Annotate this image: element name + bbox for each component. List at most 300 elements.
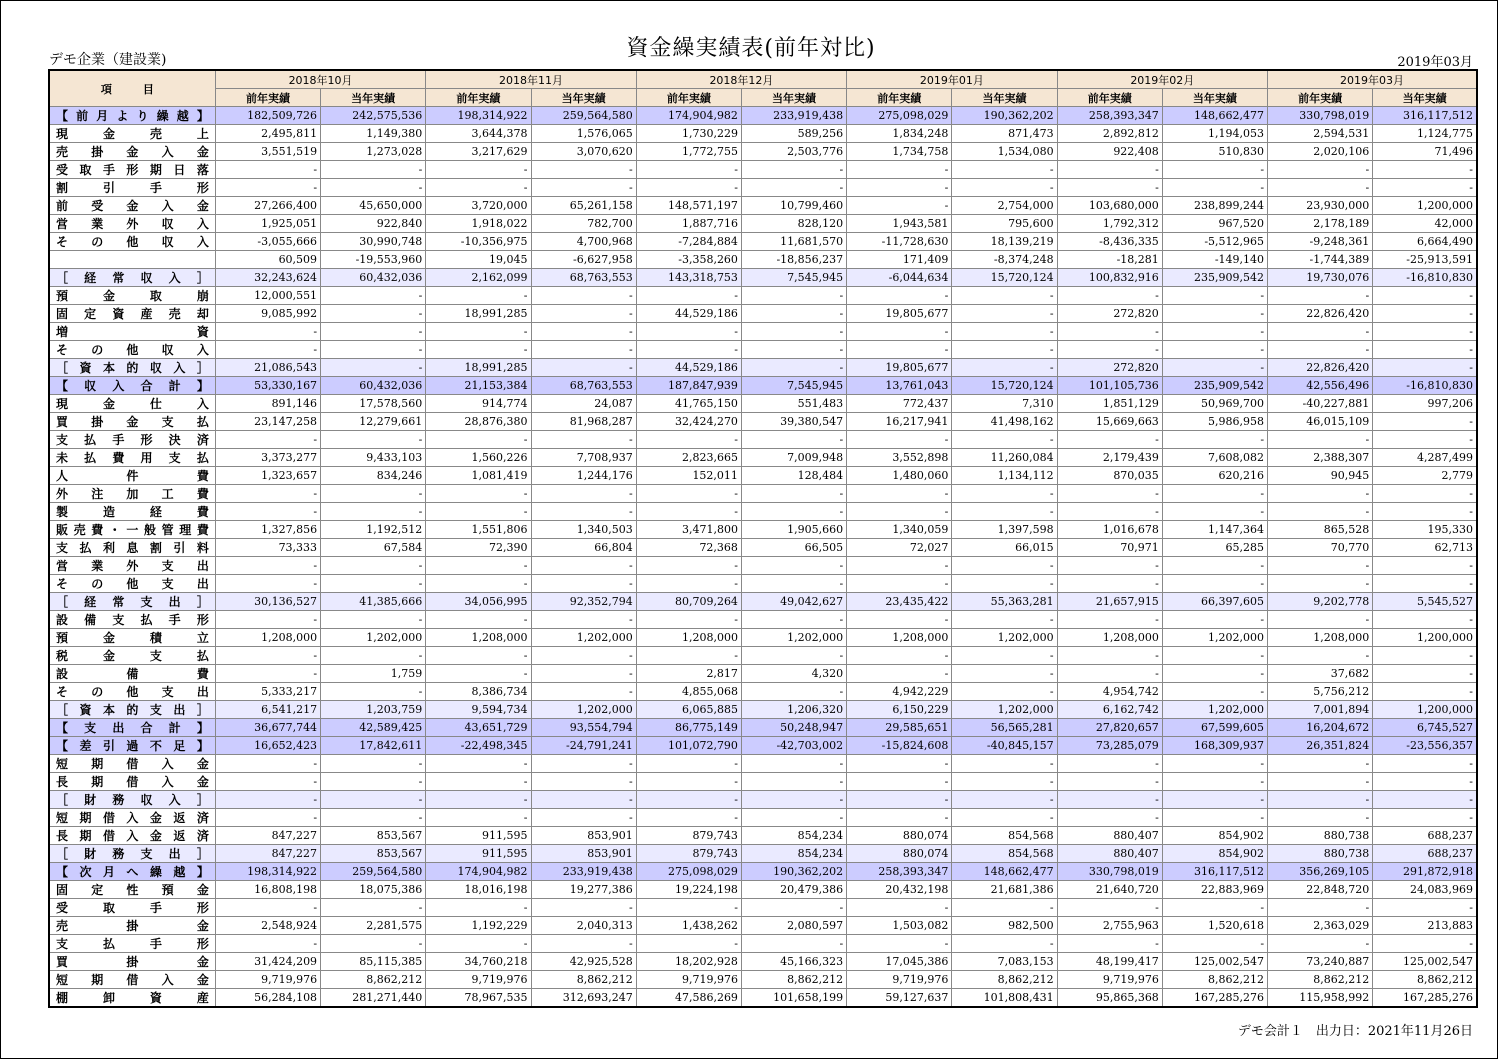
value-cell: 922,840: [321, 215, 426, 233]
value-cell: -: [636, 791, 741, 809]
value-cell: 1,851,129: [1057, 395, 1162, 413]
value-cell: -: [1162, 485, 1267, 503]
table-row: [49, 827, 1477, 845]
value-cell: 66,397,605: [1162, 593, 1267, 611]
value-cell: 20,432,198: [847, 881, 952, 899]
value-cell: -: [1373, 323, 1477, 341]
value-cell: 8,862,212: [1268, 971, 1373, 989]
row-label: ［財務収入］: [49, 791, 215, 809]
row-label: 短期借入金返済: [49, 809, 215, 827]
value-cell: 1,887,716: [636, 215, 741, 233]
table-row: [49, 863, 1477, 881]
value-cell: -: [321, 809, 426, 827]
value-cell: 834,246: [321, 467, 426, 485]
value-cell: 81,968,287: [531, 413, 636, 431]
value-cell: 1,208,000: [1057, 629, 1162, 647]
value-cell: 233,919,438: [531, 863, 636, 881]
value-cell: -: [636, 935, 741, 953]
value-cell: -42,703,002: [741, 737, 846, 755]
value-cell: -: [426, 179, 531, 197]
value-cell: -: [847, 287, 952, 305]
value-cell: 1,016,678: [1057, 521, 1162, 539]
value-cell: -: [847, 899, 952, 917]
value-cell: -: [531, 899, 636, 917]
table-row: [49, 917, 1477, 935]
value-cell: -: [847, 161, 952, 179]
value-cell: -: [636, 485, 741, 503]
value-cell: 50,248,947: [741, 719, 846, 737]
value-cell: -: [426, 323, 531, 341]
value-cell: -: [741, 935, 846, 953]
value-cell: -: [741, 359, 846, 377]
value-cell: 4,954,742: [1057, 683, 1162, 701]
value-cell: -149,140: [1162, 251, 1267, 269]
value-cell: 795,600: [952, 215, 1057, 233]
value-cell: -: [426, 485, 531, 503]
value-cell: -: [847, 611, 952, 629]
value-cell: 36,677,744: [215, 719, 320, 737]
table-row: [49, 179, 1477, 197]
value-cell: 45,650,000: [321, 197, 426, 215]
value-cell: 59,127,637: [847, 989, 952, 1008]
value-cell: -: [531, 575, 636, 593]
value-cell: -: [952, 665, 1057, 683]
value-cell: 72,368: [636, 539, 741, 557]
row-label: ［経常支出］: [49, 593, 215, 611]
value-cell: -: [952, 431, 1057, 449]
value-cell: 27,820,657: [1057, 719, 1162, 737]
table-row: [49, 971, 1477, 989]
value-cell: 2,080,597: [741, 917, 846, 935]
value-cell: -40,227,881: [1268, 395, 1373, 413]
value-cell: 39,380,547: [741, 413, 846, 431]
value-cell: 4,320: [741, 665, 846, 683]
value-cell: 1,834,248: [847, 125, 952, 143]
row-label: 未払費用支払: [49, 449, 215, 467]
value-cell: -: [531, 503, 636, 521]
value-cell: -: [1373, 773, 1477, 791]
row-label: 設備支払手形: [49, 611, 215, 629]
row-label: その他支出: [49, 683, 215, 701]
value-cell: 65,261,158: [531, 197, 636, 215]
table-row: [49, 287, 1477, 305]
value-cell: 21,086,543: [215, 359, 320, 377]
value-cell: 847,227: [215, 845, 320, 863]
current-year-header: 当年実績: [741, 89, 846, 107]
value-cell: -: [847, 431, 952, 449]
row-label: 【支出合計】: [49, 719, 215, 737]
value-cell: -: [1373, 809, 1477, 827]
value-cell: 7,608,082: [1162, 449, 1267, 467]
value-cell: -: [215, 755, 320, 773]
value-cell: 21,153,384: [426, 377, 531, 395]
value-cell: -: [215, 341, 320, 359]
value-cell: -: [321, 485, 426, 503]
value-cell: 70,971: [1057, 539, 1162, 557]
row-label: 営業外収入: [49, 215, 215, 233]
value-cell: -: [636, 773, 741, 791]
value-cell: -: [741, 305, 846, 323]
table-row: [49, 161, 1477, 179]
row-label: 短期借入金: [49, 971, 215, 989]
table-row: [49, 341, 1477, 359]
value-cell: -: [426, 665, 531, 683]
value-cell: -: [321, 935, 426, 953]
current-year-header: 当年実績: [1162, 89, 1267, 107]
value-cell: 997,206: [1373, 395, 1477, 413]
table-row: [49, 881, 1477, 899]
row-label: 受取手形期日落: [49, 161, 215, 179]
value-cell: -: [1162, 899, 1267, 917]
value-cell: 68,763,553: [531, 269, 636, 287]
table-row: [49, 215, 1477, 233]
value-cell: -: [1373, 305, 1477, 323]
value-cell: -: [636, 287, 741, 305]
value-cell: 45,166,323: [741, 953, 846, 971]
value-cell: 1,202,000: [321, 629, 426, 647]
value-cell: 72,027: [847, 539, 952, 557]
value-cell: -: [1162, 323, 1267, 341]
value-cell: -: [1268, 773, 1373, 791]
month-header: 2019年01月: [847, 70, 1057, 89]
value-cell: 30,136,527: [215, 593, 320, 611]
value-cell: -: [636, 557, 741, 575]
value-cell: -: [636, 575, 741, 593]
value-cell: 3,551,519: [215, 143, 320, 161]
value-cell: -: [636, 611, 741, 629]
row-label: 設備費: [49, 665, 215, 683]
value-cell: 12,279,661: [321, 413, 426, 431]
value-cell: 11,681,570: [741, 233, 846, 251]
value-cell: -: [1268, 557, 1373, 575]
value-cell: 3,552,898: [847, 449, 952, 467]
value-cell: 7,708,937: [531, 449, 636, 467]
value-cell: 879,743: [636, 827, 741, 845]
value-cell: 174,904,982: [636, 107, 741, 125]
value-cell: 103,680,000: [1057, 197, 1162, 215]
value-cell: 2,817: [636, 665, 741, 683]
value-cell: -: [847, 197, 952, 215]
value-cell: 55,363,281: [952, 593, 1057, 611]
value-cell: -: [531, 341, 636, 359]
value-cell: -: [1162, 179, 1267, 197]
table-row: [49, 395, 1477, 413]
row-label: 長期借入金返済: [49, 827, 215, 845]
value-cell: 15,720,124: [952, 269, 1057, 287]
value-cell: -: [321, 755, 426, 773]
value-cell: 37,682: [1268, 665, 1373, 683]
value-cell: 60,432,036: [321, 377, 426, 395]
value-cell: 92,352,794: [531, 593, 636, 611]
value-cell: -: [1373, 359, 1477, 377]
value-cell: 316,117,512: [1373, 107, 1477, 125]
value-cell: -: [215, 791, 320, 809]
value-cell: -: [847, 485, 952, 503]
value-cell: -: [847, 503, 952, 521]
value-cell: 27,266,400: [215, 197, 320, 215]
value-cell: -: [952, 935, 1057, 953]
value-cell: 6,162,742: [1057, 701, 1162, 719]
value-cell: 41,765,150: [636, 395, 741, 413]
value-cell: 18,202,928: [636, 953, 741, 971]
value-cell: -: [1162, 503, 1267, 521]
table-row: [49, 143, 1477, 161]
value-cell: 65,285: [1162, 539, 1267, 557]
value-cell: -: [426, 647, 531, 665]
value-cell: 891,146: [215, 395, 320, 413]
report-period: 2019年03月: [1397, 55, 1473, 70]
value-cell: 67,599,605: [1162, 719, 1267, 737]
value-cell: 48,199,417: [1057, 953, 1162, 971]
value-cell: -: [531, 665, 636, 683]
value-cell: -: [426, 935, 531, 953]
value-cell: -: [215, 431, 320, 449]
value-cell: 148,662,477: [1162, 107, 1267, 125]
table-row: [49, 503, 1477, 521]
value-cell: -: [1162, 431, 1267, 449]
value-cell: -: [847, 557, 952, 575]
value-cell: 115,958,992: [1268, 989, 1373, 1008]
table-row: [49, 269, 1477, 287]
value-cell: 5,756,212: [1268, 683, 1373, 701]
value-cell: 190,362,202: [741, 863, 846, 881]
value-cell: 356,269,105: [1268, 863, 1373, 881]
value-cell: -: [531, 287, 636, 305]
value-cell: 16,652,423: [215, 737, 320, 755]
value-cell: -: [531, 431, 636, 449]
value-cell: 853,901: [531, 827, 636, 845]
value-cell: 1,202,000: [741, 629, 846, 647]
item-header: 項 目: [49, 70, 215, 107]
value-cell: 7,310: [952, 395, 1057, 413]
prior-year-header: 前年実績: [636, 89, 741, 107]
value-cell: 2,388,307: [1268, 449, 1373, 467]
value-cell: 853,567: [321, 845, 426, 863]
month-header: 2018年12月: [636, 70, 846, 89]
value-cell: -: [1268, 899, 1373, 917]
value-cell: 828,120: [741, 215, 846, 233]
value-cell: 19,805,677: [847, 359, 952, 377]
value-cell: 72,390: [426, 539, 531, 557]
value-cell: -19,553,960: [321, 251, 426, 269]
row-label: その他収入: [49, 341, 215, 359]
value-cell: -: [1268, 791, 1373, 809]
value-cell: -: [741, 683, 846, 701]
value-cell: -: [952, 305, 1057, 323]
table-row: [49, 899, 1477, 917]
value-cell: -: [636, 323, 741, 341]
value-cell: -: [952, 683, 1057, 701]
value-cell: -: [1373, 413, 1477, 431]
value-cell: -: [1373, 431, 1477, 449]
value-cell: -: [1057, 899, 1162, 917]
value-cell: 1,208,000: [426, 629, 531, 647]
value-cell: -24,791,241: [531, 737, 636, 755]
value-cell: -: [531, 647, 636, 665]
value-cell: -: [321, 359, 426, 377]
row-label: その他支出: [49, 575, 215, 593]
value-cell: -: [1057, 557, 1162, 575]
value-cell: -: [426, 755, 531, 773]
row-label: 外注加工費: [49, 485, 215, 503]
value-cell: 21,657,915: [1057, 593, 1162, 611]
value-cell: 3,373,277: [215, 449, 320, 467]
value-cell: 9,594,734: [426, 701, 531, 719]
value-cell: 1,772,755: [636, 143, 741, 161]
value-cell: 1,925,051: [215, 215, 320, 233]
value-cell: 101,072,790: [636, 737, 741, 755]
value-cell: 7,083,153: [952, 953, 1057, 971]
value-cell: 1,200,000: [1373, 629, 1477, 647]
value-cell: 272,820: [1057, 359, 1162, 377]
table-row: [49, 953, 1477, 971]
value-cell: -: [531, 791, 636, 809]
value-cell: 2,754,000: [952, 197, 1057, 215]
value-cell: 17,842,611: [321, 737, 426, 755]
value-cell: -: [215, 179, 320, 197]
value-cell: -: [321, 305, 426, 323]
value-cell: -: [1057, 809, 1162, 827]
value-cell: 1,438,262: [636, 917, 741, 935]
value-cell: 2,548,924: [215, 917, 320, 935]
value-cell: 1,534,080: [952, 143, 1057, 161]
value-cell: 7,009,948: [741, 449, 846, 467]
value-cell: 275,098,029: [847, 107, 952, 125]
value-cell: -23,556,357: [1373, 737, 1477, 755]
value-cell: 9,719,976: [426, 971, 531, 989]
value-cell: 2,892,812: [1057, 125, 1162, 143]
value-cell: -: [321, 287, 426, 305]
value-cell: 62,713: [1373, 539, 1477, 557]
value-cell: -: [847, 755, 952, 773]
value-cell: -: [321, 341, 426, 359]
value-cell: 1,273,028: [321, 143, 426, 161]
value-cell: 213,883: [1373, 917, 1477, 935]
value-cell: 1,340,059: [847, 521, 952, 539]
current-year-header: 当年実績: [1373, 89, 1477, 107]
value-cell: -: [1162, 611, 1267, 629]
value-cell: 42,000: [1373, 215, 1477, 233]
value-cell: 1,208,000: [847, 629, 952, 647]
value-cell: -: [847, 935, 952, 953]
value-cell: 10,799,460: [741, 197, 846, 215]
value-cell: 3,720,000: [426, 197, 531, 215]
value-cell: 551,483: [741, 395, 846, 413]
value-cell: 1,192,512: [321, 521, 426, 539]
value-cell: 1,200,000: [1373, 701, 1477, 719]
value-cell: -40,845,157: [952, 737, 1057, 755]
value-cell: 143,318,753: [636, 269, 741, 287]
value-cell: 2,020,106: [1268, 143, 1373, 161]
row-label: 人件費: [49, 467, 215, 485]
table-row: [49, 125, 1477, 143]
value-cell: 1,194,053: [1162, 125, 1267, 143]
value-cell: -: [1268, 575, 1373, 593]
value-cell: 34,760,218: [426, 953, 531, 971]
value-cell: -: [1373, 503, 1477, 521]
value-cell: -: [531, 809, 636, 827]
value-cell: 9,085,992: [215, 305, 320, 323]
value-cell: -: [952, 899, 1057, 917]
table-row: [49, 413, 1477, 431]
value-cell: 2,823,665: [636, 449, 741, 467]
value-cell: 19,730,076: [1268, 269, 1373, 287]
value-cell: 620,216: [1162, 467, 1267, 485]
value-cell: 880,407: [1057, 845, 1162, 863]
value-cell: -: [426, 899, 531, 917]
table-row: [49, 197, 1477, 215]
value-cell: -: [1373, 485, 1477, 503]
value-cell: 22,883,969: [1162, 881, 1267, 899]
table-row: [49, 305, 1477, 323]
value-cell: 8,862,212: [1162, 971, 1267, 989]
value-cell: 6,745,527: [1373, 719, 1477, 737]
value-cell: -: [847, 575, 952, 593]
table-row: [49, 773, 1477, 791]
value-cell: 125,002,547: [1162, 953, 1267, 971]
value-cell: -: [847, 323, 952, 341]
row-label: 売掛金: [49, 917, 215, 935]
value-cell: 19,277,386: [531, 881, 636, 899]
value-cell: 6,541,217: [215, 701, 320, 719]
value-cell: 66,015: [952, 539, 1057, 557]
value-cell: 23,435,422: [847, 593, 952, 611]
value-cell: -8,374,248: [952, 251, 1057, 269]
value-cell: 23,147,258: [215, 413, 320, 431]
row-label: 買掛金: [49, 953, 215, 971]
value-cell: 93,554,794: [531, 719, 636, 737]
value-cell: -: [847, 341, 952, 359]
value-cell: 71,496: [1373, 143, 1477, 161]
value-cell: -: [1057, 773, 1162, 791]
value-cell: -18,281: [1057, 251, 1162, 269]
value-cell: -: [636, 161, 741, 179]
value-cell: 13,761,043: [847, 377, 952, 395]
value-cell: -: [952, 503, 1057, 521]
value-cell: 15,720,124: [952, 377, 1057, 395]
value-cell: -: [321, 557, 426, 575]
row-label: 現金仕入: [49, 395, 215, 413]
value-cell: 1,147,364: [1162, 521, 1267, 539]
value-cell: 772,437: [847, 395, 952, 413]
value-cell: 688,237: [1373, 827, 1477, 845]
value-cell: -: [1162, 935, 1267, 953]
value-cell: 44,529,186: [636, 359, 741, 377]
value-cell: 258,393,347: [847, 863, 952, 881]
row-label: ［資本的支出］: [49, 701, 215, 719]
value-cell: 1,730,229: [636, 125, 741, 143]
table-row: [49, 107, 1477, 125]
current-year-header: 当年実績: [321, 89, 426, 107]
month-header: 2019年02月: [1057, 70, 1267, 89]
value-cell: 22,826,420: [1268, 359, 1373, 377]
value-cell: 847,227: [215, 827, 320, 845]
value-cell: -16,810,830: [1373, 377, 1477, 395]
value-cell: -: [741, 809, 846, 827]
value-cell: 22,826,420: [1268, 305, 1373, 323]
value-cell: -: [741, 179, 846, 197]
value-cell: -: [321, 773, 426, 791]
value-cell: -: [1373, 161, 1477, 179]
value-cell: -: [741, 341, 846, 359]
value-cell: -: [1373, 899, 1477, 917]
value-cell: 1,202,000: [531, 629, 636, 647]
value-cell: -: [952, 341, 1057, 359]
table-row: [49, 701, 1477, 719]
value-cell: 24,087: [531, 395, 636, 413]
value-cell: 911,595: [426, 827, 531, 845]
value-cell: 871,473: [952, 125, 1057, 143]
